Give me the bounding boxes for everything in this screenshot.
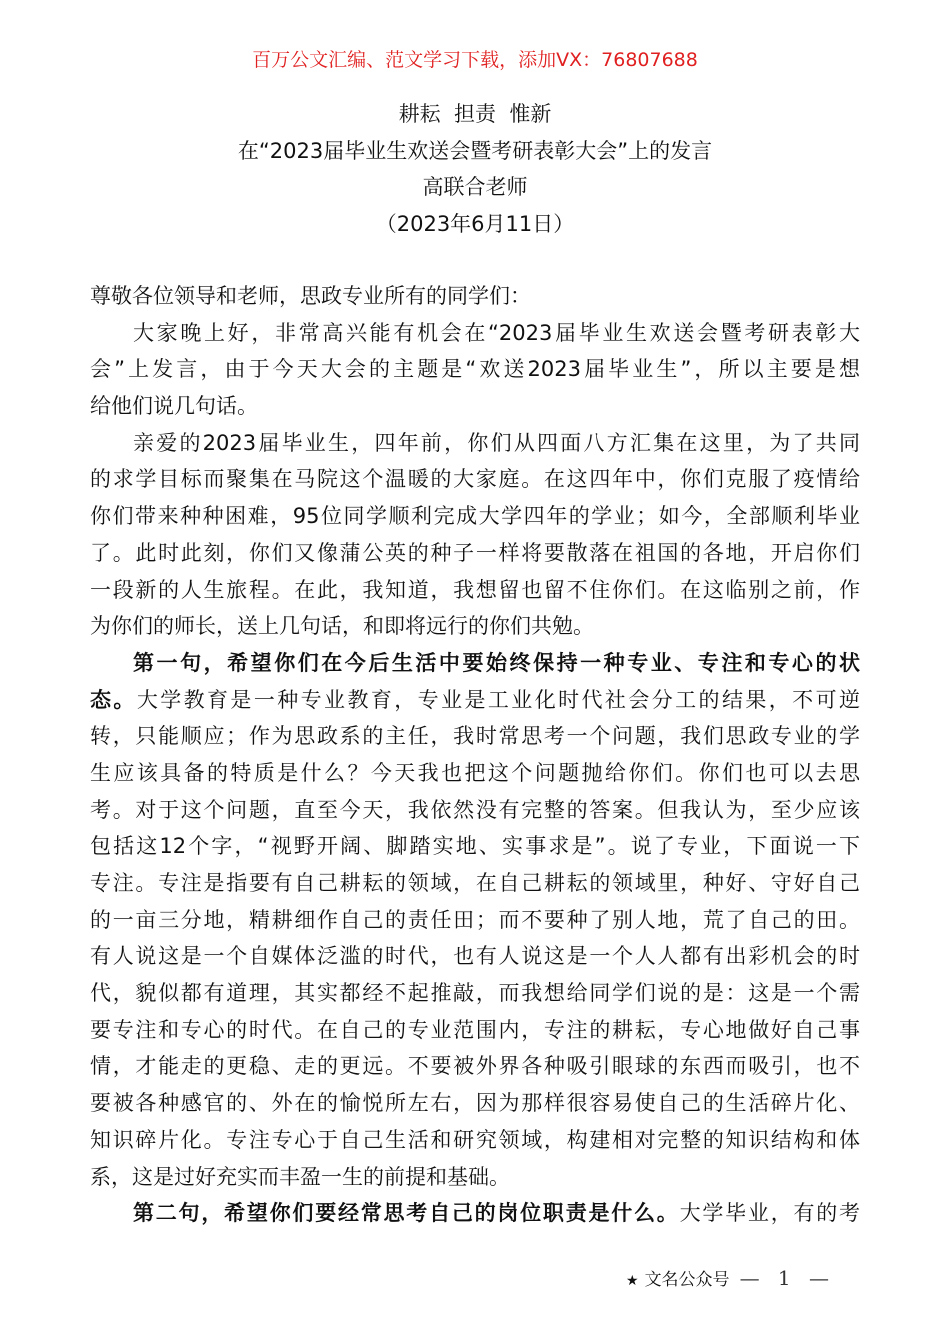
paragraph-line: 要专注和专心的时代。在自己的专业范围内，专注的耕耘，专心地做好自己事	[90, 1017, 860, 1042]
speech-body	[90, 278, 860, 1232]
paragraph-line: 的一亩三分地，精耕细作自己的责任田；而不要种了别人地，荒了自己的田。	[90, 907, 860, 932]
footer-source: 文名公众号	[644, 1270, 730, 1290]
paragraph-line: 第二句，希望你们要经常思考自己的岗位职责是什么。大学毕业，有的考	[133, 1201, 861, 1226]
paragraph-line	[90, 645, 860, 682]
paragraph-line: 亲爱的2023届毕业生，四年前，你们从四面八方汇集在这里，为了共同	[133, 430, 860, 455]
paragraph-line: 的求学目标而聚集在马院这个温暖的大家庭。在这四年中，你们克服了疫情给	[90, 467, 860, 492]
key-point-1-end: 态。	[90, 687, 137, 712]
key-point-1: 第一句，希望你们在今后生活中要始终保持一种专业、专注和专心的状	[133, 650, 860, 675]
paragraph-line: 代，貌似都有道理，其实都经不起推敲，而我想给同学们说的是：这是一个需	[90, 981, 860, 1006]
title-line-2: 在“2023届毕业生欢送会暨考研表彰大会”上的发言	[237, 138, 713, 163]
paragraph-line: 了。此时此刻，你们又像蒲公英的种子一样将要散落在祖国的各地，开启你们	[90, 540, 860, 565]
page-footer	[626, 1266, 835, 1293]
paragraph-line: 包括这12个字，“视野开阔、脚踏实地、实事求是”。说了专业，下面说一下	[90, 834, 860, 859]
paragraph-line: 有人说这是一个自媒体泛滥的时代，也有人说这是一个人人都有出彩机会的时	[90, 944, 860, 969]
key-point-2: 第二句，希望你们要经常思考自己的岗位职责是什么。	[133, 1201, 680, 1226]
paragraph-line: 你们带来种种困难，95位同学顺利完成大学四年的学业；如今，全部顺利毕业	[90, 504, 860, 529]
paragraph-line: 要被各种感官的、外在的愉悦所左右，因为那样很容易使自己的生活碎片化、	[90, 1091, 860, 1116]
paragraph-line: 为你们的师长，送上几句话，和即将远行的你们共勉。	[90, 614, 594, 639]
header-note	[0, 46, 950, 74]
paragraph-line: 情，才能走的更稳、走的更远。不要被外界各种吸引眼球的东西而吸引，也不	[90, 1054, 860, 1079]
title-block	[0, 96, 950, 242]
paragraph-line: 给他们说几句话。	[90, 394, 258, 419]
paragraph-line: 考。对于这个问题，直至今天，我依然没有完整的答案。但我认为，至少应该	[90, 797, 860, 822]
speech-date: （2023年6月11日）	[375, 211, 575, 236]
paragraph-line: 态。大学教育是一种专业教育，专业是工业化时代社会分工的结果，不可逆	[90, 687, 860, 712]
speaker-name: 高联合老师	[422, 175, 528, 199]
paragraph-line: 生应该具备的特质是什么？今天我也把这个问题抛给你们。你们也可以去思	[90, 760, 860, 785]
paragraph-line: 转，只能顺应；作为思政系的主任，我时常思考一个问题，我们思政专业的学	[90, 724, 860, 749]
star-icon: ★	[626, 1273, 639, 1289]
paragraph-line: 知识碎片化。专注专心于自己生活和研究领域，构建相对完整的知识结构和体	[90, 1127, 860, 1152]
paragraph-line: 专注。专注是指要有自己耕耘的领域，在自己耕耘的领域里，种好、守好自己	[90, 871, 860, 895]
paragraph-line: 一段新的人生旅程。在此，我知道，我想留也留不住你们。在这临别之前，作	[90, 577, 860, 602]
title-line-1: 耕耘 担责 惟新	[398, 102, 552, 126]
page-number: — 1 —	[739, 1266, 836, 1290]
salutation: 尊敬各位领导和老师，思政专业所有的同学们：	[90, 284, 531, 308]
paragraph-line: 大家晚上好，非常高兴能有机会在“2023届毕业生欢送会暨考研表彰大	[133, 320, 860, 345]
paragraph-line: 系，这是过好充实而丰盈一生的前提和基础。	[90, 1164, 510, 1189]
paragraph-line: 会”上发言，由于今天大会的主题是“欢送2023届毕业生”，所以主要是想	[90, 357, 860, 382]
header-note-text: 百万公文汇编、范文学习下载，添加VX：76807688	[252, 49, 698, 71]
